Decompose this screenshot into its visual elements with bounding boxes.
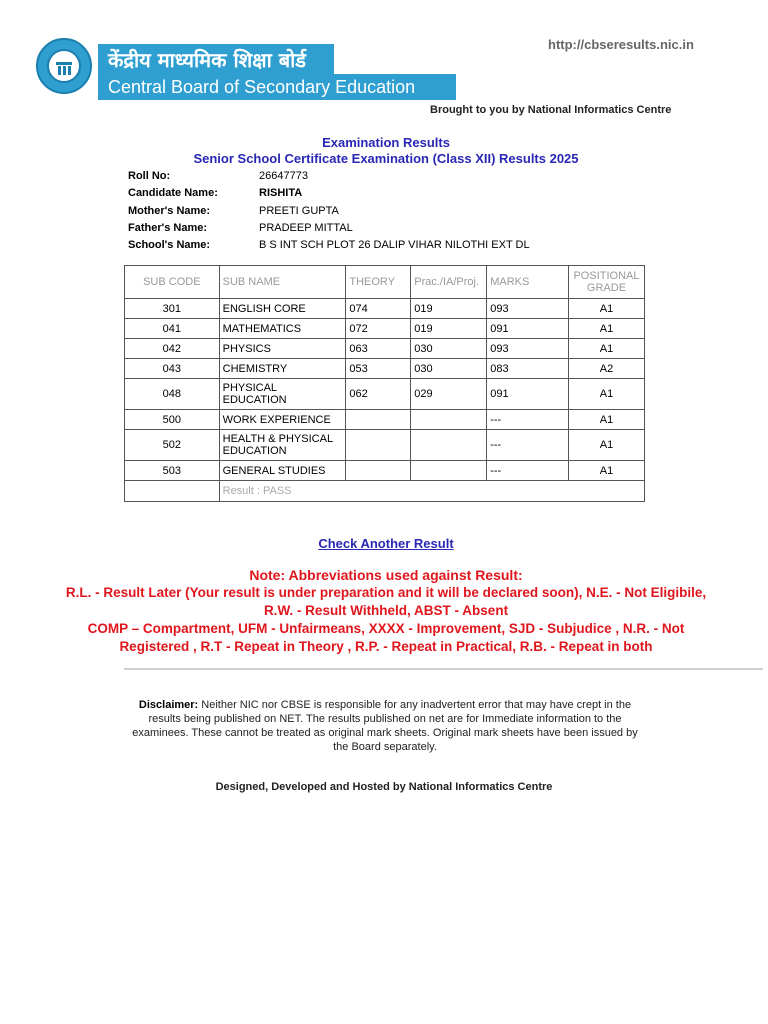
theory-marks: 062 bbox=[346, 379, 411, 410]
abbreviations-note-line: Registered , R.T - Repeat in Theory , R.P. - Repeat in Practical, R.B. - Repeat in both bbox=[119, 639, 653, 654]
english-board-title: Central Board of Secondary Education bbox=[98, 74, 456, 100]
theory-marks: 072 bbox=[346, 319, 411, 339]
logo-emblem bbox=[47, 49, 81, 83]
total-marks: --- bbox=[487, 430, 569, 461]
school-name-label: School's Name: bbox=[128, 239, 211, 251]
grade: A1 bbox=[568, 410, 644, 430]
sub-code: 502 bbox=[125, 430, 220, 461]
table-row bbox=[125, 299, 645, 319]
candidate-name-label: Candidate Name: bbox=[128, 187, 218, 199]
brought-by-text: Brought to you by National Informatics Centre bbox=[430, 104, 672, 116]
total-marks: --- bbox=[487, 461, 569, 481]
school-name-value: B S INT SCH PLOT 26 DALIP VIHAR NILOTHI EXT DL bbox=[259, 239, 530, 251]
sub-name: WORK EXPERIENCE bbox=[219, 410, 346, 430]
disclaimer bbox=[126, 698, 644, 754]
theory-marks bbox=[346, 461, 411, 481]
sub-name: GENERAL STUDIES bbox=[219, 461, 346, 481]
grade: A1 bbox=[568, 319, 644, 339]
sub-name: ENGLISH CORE bbox=[219, 299, 346, 319]
total-marks: 093 bbox=[487, 299, 569, 319]
table-row bbox=[125, 430, 645, 461]
col-header-sub-name: SUB NAME bbox=[219, 266, 346, 299]
col-header-practical: Prac./IA/Proj. bbox=[411, 266, 487, 299]
theory-marks: 053 bbox=[346, 359, 411, 379]
sub-name: PHYSICS bbox=[219, 339, 346, 359]
col-header-theory: THEORY bbox=[346, 266, 411, 299]
candidate-name-value: RISHITA bbox=[259, 187, 303, 199]
check-another-result-link[interactable]: Check Another Result bbox=[318, 536, 454, 551]
theory-marks bbox=[346, 410, 411, 430]
total-marks: 091 bbox=[487, 319, 569, 339]
practical-marks: 019 bbox=[411, 299, 487, 319]
abbreviations-note-title: Note: Abbreviations used against Result: bbox=[249, 567, 523, 583]
sub-code: 500 bbox=[125, 410, 220, 430]
practical-marks bbox=[411, 410, 487, 430]
table-row bbox=[125, 359, 645, 379]
grade: A1 bbox=[568, 379, 644, 410]
table-row bbox=[125, 339, 645, 359]
practical-marks: 019 bbox=[411, 319, 487, 339]
table-row bbox=[125, 319, 645, 339]
grade: A2 bbox=[568, 359, 644, 379]
practical-marks bbox=[411, 461, 487, 481]
theory-marks bbox=[346, 430, 411, 461]
father-name-value: PRADEEP MITTAL bbox=[259, 222, 353, 234]
grade: A1 bbox=[568, 430, 644, 461]
practical-marks: 030 bbox=[411, 359, 487, 379]
practical-marks: 030 bbox=[411, 339, 487, 359]
abbreviations-note-line: R.L. - Result Later (Your result is under preparation and it will be declared soon), N.E. - Not Eligibile, bbox=[65, 585, 707, 600]
sub-code: 042 bbox=[125, 339, 220, 359]
disclaimer-label: Disclaimer: bbox=[138, 699, 199, 711]
roll-no-value: 26647773 bbox=[259, 170, 308, 182]
marks-table bbox=[124, 265, 645, 502]
abbreviations-note-line: COMP – Compartment, UFM - Unfairmeans, XXXX - Improvement, SJD - Subjudice , N.R. - Not bbox=[87, 621, 685, 636]
table-row bbox=[125, 410, 645, 430]
abbreviations-note-line: R.W. - Result Withheld, ABST - Absent bbox=[263, 603, 509, 618]
total-marks: 091 bbox=[487, 379, 569, 410]
col-header-grade: POSITIONAL GRADE bbox=[568, 266, 644, 299]
theory-marks: 063 bbox=[346, 339, 411, 359]
grade: A1 bbox=[568, 299, 644, 319]
disclaimer-text: Neither NIC nor CBSE is responsible for any inadvertent error that may have crept in the results being published on NET. The results published on net are for Immediate information to the examinees. These cannot be treated as original mark sheets. Original mark sheets have been issued by the Board separately. bbox=[132, 699, 638, 753]
hindi-board-title: केंद्रीय माध्यमिक शिक्षा बोर्ड bbox=[98, 44, 334, 76]
sub-name: HEALTH & PHYSICAL EDUCATION bbox=[219, 430, 346, 461]
sub-code: 301 bbox=[125, 299, 220, 319]
mother-name-value: PREETI GUPTA bbox=[259, 205, 339, 217]
cbse-logo bbox=[36, 38, 92, 94]
sub-name: CHEMISTRY bbox=[219, 359, 346, 379]
exam-results-heading: Examination Results bbox=[322, 135, 450, 150]
sub-code: 048 bbox=[125, 379, 220, 410]
roll-no-label: Roll No: bbox=[128, 170, 171, 182]
footer-credit: Designed, Developed and Hosted by National Informatics Centre bbox=[215, 781, 553, 793]
exam-name-heading: Senior School Certificate Examination (Class XII) Results 2025 bbox=[193, 151, 579, 166]
total-marks: --- bbox=[487, 410, 569, 430]
site-url[interactable]: http://cbseresults.nic.in bbox=[548, 37, 694, 52]
practical-marks bbox=[411, 430, 487, 461]
sub-name: PHYSICAL EDUCATION bbox=[219, 379, 346, 410]
result-empty-cell bbox=[125, 481, 220, 502]
practical-marks: 029 bbox=[411, 379, 487, 410]
total-marks: 083 bbox=[487, 359, 569, 379]
sub-code: 503 bbox=[125, 461, 220, 481]
grade: A1 bbox=[568, 339, 644, 359]
grade: A1 bbox=[568, 461, 644, 481]
col-header-marks: MARKS bbox=[487, 266, 569, 299]
col-header-sub-code: SUB CODE bbox=[125, 266, 220, 299]
result-row bbox=[125, 481, 645, 502]
result-status: Result : PASS bbox=[219, 481, 644, 502]
total-marks: 093 bbox=[487, 339, 569, 359]
table-row bbox=[125, 379, 645, 410]
sub-code: 043 bbox=[125, 359, 220, 379]
sub-code: 041 bbox=[125, 319, 220, 339]
table-header-row bbox=[125, 266, 645, 299]
divider bbox=[124, 668, 763, 670]
theory-marks: 074 bbox=[346, 299, 411, 319]
father-name-label: Father's Name: bbox=[128, 222, 208, 234]
table-row bbox=[125, 461, 645, 481]
mother-name-label: Mother's Name: bbox=[128, 205, 211, 217]
sub-name: MATHEMATICS bbox=[219, 319, 346, 339]
